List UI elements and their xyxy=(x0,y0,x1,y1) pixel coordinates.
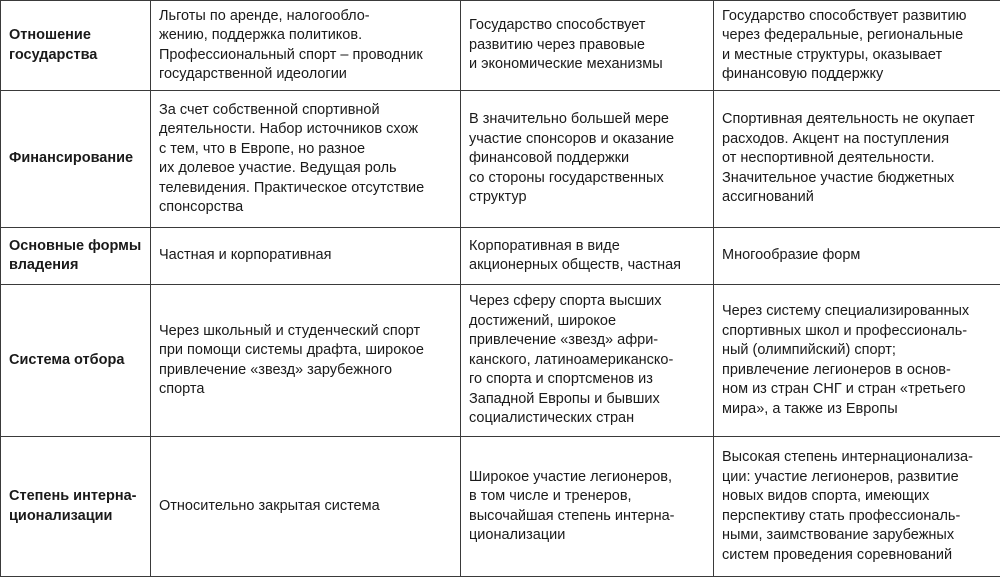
table-cell: Через систему специализированных спортивных школ и профессиональ- ный (олимпийский) спорт; привлечение легионеров в основ- ном из стран СНГ и стран «третьего мира», а также из Европы xyxy=(714,285,1000,437)
table-cell: Многообразие форм xyxy=(714,228,1000,285)
row-header-financing: Финансирование xyxy=(1,91,151,228)
table-cell: Через сферу спорта высших достижений, широкое привлечение «звезд» афри- канского, латиноамериканско- го спорта и спортсменов из Западной Европы и бывших социалистических стран xyxy=(461,285,714,437)
table-cell: Через школьный и студенческий спорт при помощи системы драфта, широкое привлечение «звезд» зарубежного спорта xyxy=(151,285,461,437)
row-header-selection: Система отбора xyxy=(1,285,151,437)
table-cell: Частная и корпоративная xyxy=(151,228,461,285)
table-cell: Высокая степень интернационализа- ции: участие легионеров, развитие новых видов спорта, имеющих перспективу стать профессиональ- ными, заимствование зарубежных систем проведения соревнований xyxy=(714,437,1000,577)
table-cell: Широкое участие легионеров, в том числе и тренеров, высочайшая степень интерна- ционализации xyxy=(461,437,714,577)
table-cell: Государство способствует развитию через правовые и экономические механизмы xyxy=(461,1,714,91)
table-cell: В значительно большей мере участие спонсоров и оказание финансовой поддержки со стороны государственных структур xyxy=(461,91,714,228)
table-row xyxy=(1,1,1000,91)
table-row xyxy=(1,228,1000,285)
table-cell: Корпоративная в виде акционерных обществ, частная xyxy=(461,228,714,285)
row-header-state-relation: Отношение государства xyxy=(1,1,151,91)
table-cell: Государство способствует развитию через федеральные, региональные и местные структуры, оказывает финансовую поддержку xyxy=(714,1,1000,91)
row-header-ownership: Основные формы владения xyxy=(1,228,151,285)
table-cell: Спортивная деятельность не окупает расходов. Акцент на поступления от неспортивной деятельности. Значительное участие бюджетных ассигнований xyxy=(714,91,1000,228)
table-row xyxy=(1,437,1000,577)
row-header-internationalization: Степень интерна- ционализации xyxy=(1,437,151,577)
table-cell: Льготы по аренде, налогообло- жению, поддержка политиков. Профессиональный спорт – проводник государственной идеологии xyxy=(151,1,461,91)
table-cell: За счет собственной спортивной деятельности. Набор источников схож с тем, что в Европе, но разное их долевое участие. Ведущая роль телевидения. Практическое отсутствие спонсорства xyxy=(151,91,461,228)
table-cell: Относительно закрытая система xyxy=(151,437,461,577)
table-row xyxy=(1,285,1000,437)
table-row xyxy=(1,91,1000,228)
